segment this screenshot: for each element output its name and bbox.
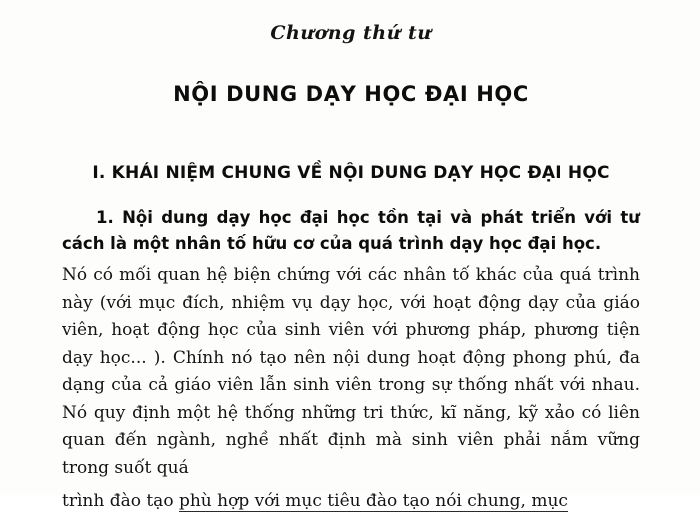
section-heading: I. KHÁI NIỆM CHUNG VỀ NỘI DUNG DẠY HỌC ĐẠI HỌC (92, 163, 610, 183)
body-paragraph-last-line (62, 488, 640, 516)
body-paragraph: Nó có mối quan hệ biện chứng với các nhân tố khác của quá trình này (với mục đích, nhiệm vụ dạy học, với hoạt động dạy của giáo viên, hoạt động học của sinh viên với phương pháp, phương tiện dạy học... ). Chính nó tạo nên nội dung hoạt động phong phú, đa dạng của cả giáo viên lẫn sinh viên trong sự thống nhất với nhau. Nó quy định một hệ thống những tri thức, kĩ năng, kỹ xảo có liên quan đến ngành, nghề nhất định mà sinh viên phải nắm vững trong suốt quá (62, 265, 640, 478)
chapter-label: Chương thứ tư (270, 22, 432, 44)
chapter-title: NỘI DUNG DẠY HỌC ĐẠI HỌC (173, 82, 529, 106)
last-line-prefix: trình đào tạo (62, 491, 179, 512)
last-line-underlined-text: phù hợp với mục tiêu đào tạo nói chung, mục (178, 491, 568, 512)
lead-paragraph: 1. Nội dung dạy học đại học tồn tại và phát triển với tư cách là một nhân tố hữu cơ của quá trình dạy học đại học. (62, 208, 640, 253)
